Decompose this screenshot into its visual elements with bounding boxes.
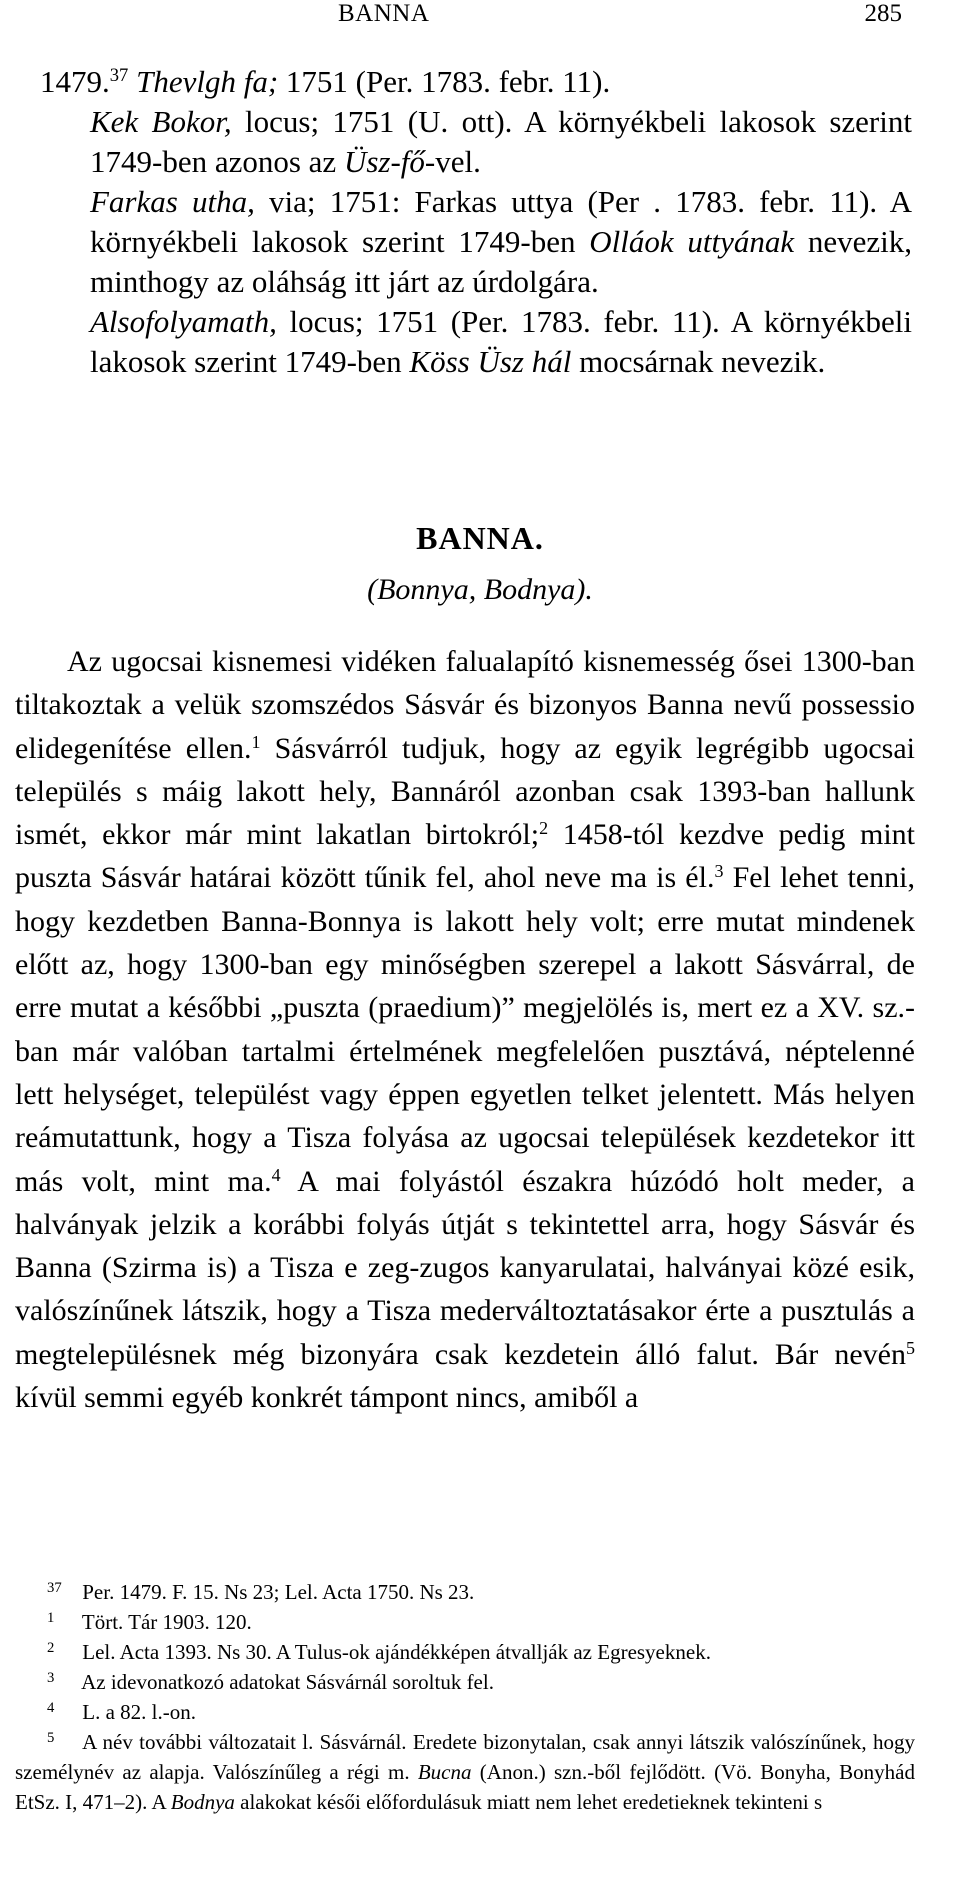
entry-text-tail: mocsárnak nevezik. xyxy=(571,344,826,379)
footnote-italic-term: Bucna xyxy=(417,1760,472,1784)
body-text xyxy=(15,640,915,1419)
entry-italic-term: Üsz-fő xyxy=(343,144,425,179)
entry-farkas-utha xyxy=(40,182,912,302)
footnote-text: Per. 1479. F. 15. Ns 23; Lel. Acta 1750. Ns 23. xyxy=(77,1580,475,1604)
footnote-3 xyxy=(15,1667,915,1697)
footnote-ref-3: 3 xyxy=(714,861,724,882)
running-head xyxy=(0,0,960,40)
body-text-run: Az ugocsai kisnemesi vidéken falualapító kisnemesség ősei 1300-ban tiltakoztak a velük szomszédos Sásvár és bizonyos Banna nevű possessio elidegenítése ellen. xyxy=(15,645,915,765)
footnote-5 xyxy=(15,1727,915,1817)
footnote-ref-4: 4 xyxy=(271,1164,281,1185)
entry-name: Farkas utha, xyxy=(90,184,255,219)
place-name-entries xyxy=(40,62,912,382)
footnote-mark: 3 xyxy=(47,1670,55,1686)
footnote-4 xyxy=(15,1697,915,1727)
footnote-ref-5: 5 xyxy=(906,1337,915,1358)
entry-kek-bokor xyxy=(40,102,912,182)
footnote-text: L. a 82. l.-on. xyxy=(77,1700,196,1724)
footnote-mark: 37 xyxy=(47,1580,62,1596)
footnote-text: A név további változatait l. Sásvárnál. Eredete bizonytalan, csak annyi látszik valószínűnek, hogy személynév az alapja. Valószínűleg a régi m. xyxy=(15,1730,915,1784)
body-text-run: 1458-tól kezdve pedig mint puszta Sásvár határai között tűnik fel, ahol neve ma is él. xyxy=(15,818,915,895)
entry-text: locus; 1751 (Per. 1783. febr. 11). A környékbeli lakosok szerint 1749-ben xyxy=(90,304,912,379)
entry-italic-term: Olláok uttyának xyxy=(589,224,795,259)
entry-name: Thevlgh fa; xyxy=(136,64,279,99)
section-title: BANNA. xyxy=(416,520,544,556)
footnote-text: Az idevonatkozó adatokat Sásvárnál soroltuk fel. xyxy=(77,1670,494,1694)
body-text-run: kívül semmi egyéb konkrét támpont nincs, amiből a xyxy=(15,1381,639,1415)
footnote-text: Tört. Tár 1903. 120. xyxy=(77,1610,252,1634)
footnote-ref-1: 1 xyxy=(251,731,261,752)
footnote-ref-37: 37 xyxy=(109,65,129,86)
footnote-1 xyxy=(15,1607,915,1637)
footnote-2 xyxy=(15,1637,915,1667)
footnote-mark: 5 xyxy=(47,1730,55,1746)
entry-text-tail: -vel. xyxy=(424,144,481,179)
entry-alsofolyamath xyxy=(40,302,912,382)
footnote-text: Lel. Acta 1393. Ns 30. A Tulus-ok ajándékképen átvallják az Egresyeknek. xyxy=(77,1640,711,1664)
entry-name: Kek Bokor, xyxy=(90,104,232,139)
entry-text-tail: nevezik, minthogy az oláhság itt járt az úrdolgára. xyxy=(90,224,913,299)
footnotes xyxy=(15,1577,915,1817)
footnote-text: (Anon.) szn.-ből fejlődött. (Vö. Bonyha, Bonyhád EtSz. I, 471–2). A xyxy=(15,1760,915,1814)
footnote-text: alakokat késői előfordulásuk miatt nem lehet eredetieknek tekinteni s xyxy=(234,1790,823,1814)
entry-name: Alsofolyamath, xyxy=(90,304,277,339)
section-subtitle: (Bonnya, Bodnya). xyxy=(367,573,593,606)
running-head-title: BANNA xyxy=(338,0,430,27)
body-paragraph xyxy=(15,640,915,1419)
body-text-run: A mai folyástól északra húzódó holt meder, a halványak jelzik a korábbi folyás útját s tekintettel arra, hogy Sásvár és Banna (Szirma is) a Tisza e zeg-zugos kanyarulatai, halványai közé esik, valószínűnek látszik, hogy a Tisza mederváltoztatásakor érte a pusztulás a megtelepülésnek még bizonyára csak kezdetein álló falut. Bár nevén xyxy=(15,1164,916,1371)
footnote-37 xyxy=(15,1577,915,1607)
body-text-run: Fel lehet tenni, hogy kezdetben Banna-Bonnya is lakott hely volt; erre mutat mindenek előtt az, hogy 1300-ban egy minőségben szerepel a lakott Sásvárral, de erre mutat a későbbi „puszta (praedium)” megjelölés is, mert ez a XV. sz.-ban már valóban tartalmi értelmének megfelelően pusztává, néptelenné lett helységet, települést vagy éppen egyetlen telket jelentett. Más helyen reámutattunk, hogy a Tisza folyása az ugocsai települések kezdetekor itt más volt, mint ma. xyxy=(15,861,915,1198)
entry-number: 1479. xyxy=(40,64,110,99)
entry-thevlgh-fa xyxy=(40,62,912,102)
entry-text: 1751 (Per. 1783. febr. 11). xyxy=(278,64,611,99)
body-text-run: Sásvárról tudjuk, hogy az egyik legrégibb ugocsai település s máig lakott hely, Bannáról azonban csak 1393-ban hallunk ismét, ekkor már mint lakatlan birtokról; xyxy=(15,731,915,852)
entry-text: locus; 1751 (U. ott). A környékbeli lakosok szerint 1749-ben azonos az xyxy=(90,104,912,179)
footnote-mark: 1 xyxy=(47,1610,55,1626)
entry-text: via; 1751: Farkas uttya (Per . 1783. febr. 11). A környékbeli lakosok szerint 1749-ben xyxy=(90,184,912,259)
footnote-italic-term: Bodnya xyxy=(170,1790,235,1814)
footnote-mark: 4 xyxy=(47,1700,55,1716)
footnote-ref-2: 2 xyxy=(539,818,549,839)
entry-italic-term: Köss Üsz hál xyxy=(409,344,572,379)
footnote-mark: 2 xyxy=(47,1640,55,1656)
page-number: 285 xyxy=(864,0,902,27)
